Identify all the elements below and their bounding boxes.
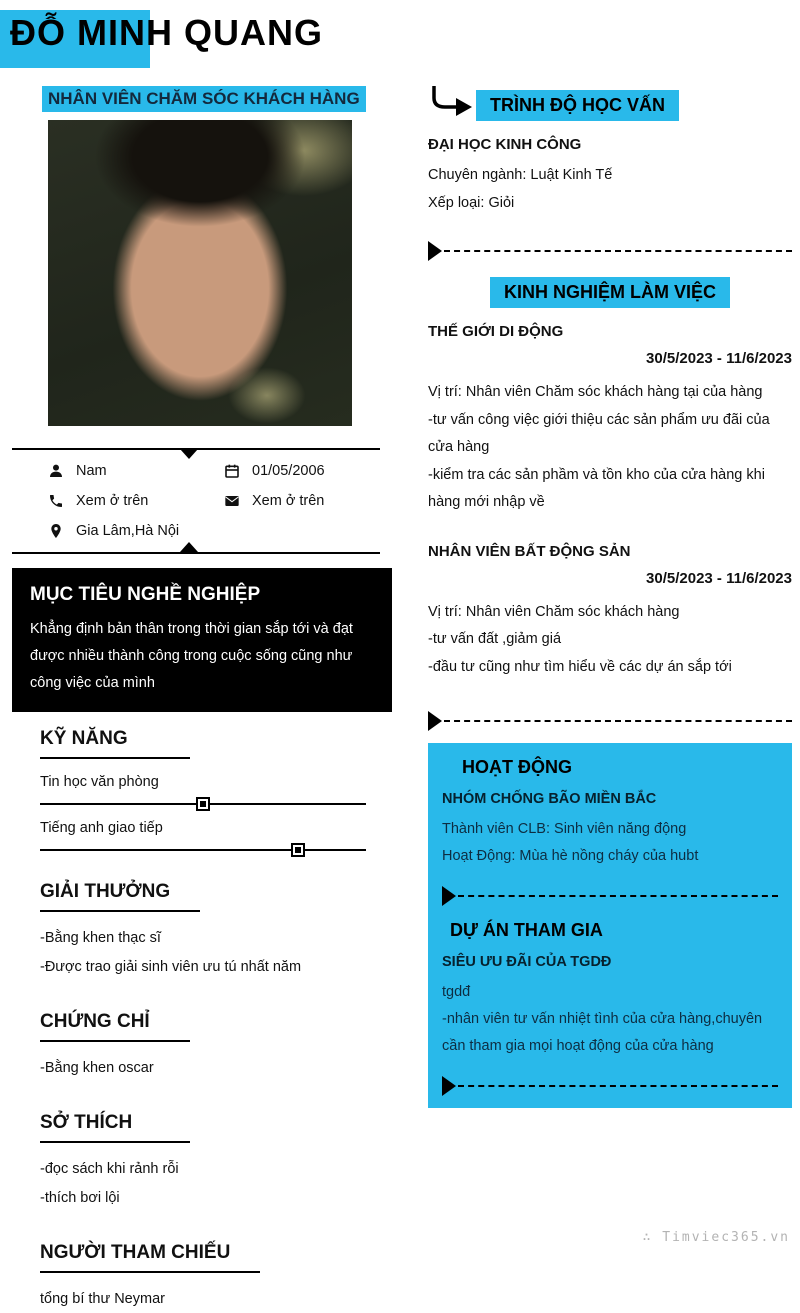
dashed-line bbox=[444, 720, 792, 722]
gender-value: Nam bbox=[76, 463, 107, 479]
references-list bbox=[40, 1285, 394, 1313]
dob-item bbox=[224, 463, 394, 479]
skills-heading: KỸ NĂNG bbox=[40, 728, 190, 759]
job-period: 30/5/2023 - 11/6/2023 bbox=[646, 350, 792, 368]
experience-heading-row bbox=[490, 277, 792, 308]
experience-job bbox=[428, 323, 792, 517]
dashed-line bbox=[458, 895, 778, 897]
job-description bbox=[428, 599, 792, 682]
section-divider bbox=[428, 241, 792, 261]
job-line: -tư vấn công việc giới thiệu các sản phẩm ưu đãi của cửa hàng bbox=[428, 411, 770, 456]
education-school: ĐẠI HỌC KINH CÔNG bbox=[428, 136, 582, 153]
awards-heading: GIẢI THƯỞNG bbox=[40, 881, 200, 912]
right-triangle-icon bbox=[428, 241, 442, 261]
gender-item bbox=[48, 463, 224, 479]
right-triangle-icon bbox=[442, 886, 456, 906]
info-divider-top bbox=[12, 448, 380, 450]
project-lines bbox=[442, 979, 778, 1059]
calendar-icon bbox=[224, 463, 240, 479]
phone-value: Xem ở trên bbox=[76, 493, 149, 509]
hobbies-heading: SỞ THÍCH bbox=[40, 1112, 190, 1143]
email-item bbox=[224, 493, 394, 509]
list-item: -thích bơi lội bbox=[40, 1189, 120, 1206]
candidate-name: ĐỖ MINH QUANG bbox=[10, 12, 323, 53]
phone-item bbox=[48, 493, 224, 509]
person-icon bbox=[48, 463, 64, 479]
info-divider-bottom bbox=[12, 552, 380, 554]
activities-projects-panel bbox=[428, 743, 792, 1107]
profile-photo bbox=[48, 120, 352, 426]
activities-lines bbox=[442, 816, 778, 870]
references-section bbox=[12, 1242, 394, 1313]
dashed-line bbox=[444, 250, 792, 252]
section-divider bbox=[442, 886, 778, 906]
certificates-section bbox=[12, 1011, 394, 1082]
company-name: NHÂN VIÊN BẤT ĐỘNG SẢN bbox=[428, 542, 631, 560]
job-line: -tư vấn đất ,giảm giá bbox=[428, 631, 562, 648]
education-heading-row bbox=[428, 90, 792, 121]
skill-label: Tiếng anh giao tiếp bbox=[40, 820, 163, 837]
skill-slider-handle bbox=[291, 843, 305, 857]
certificates-heading: CHỨNG CHỈ bbox=[40, 1011, 190, 1042]
hobbies-list bbox=[40, 1155, 394, 1212]
job-line: Vị trí: Nhân viên Chăm sóc khách hàng bbox=[428, 603, 680, 620]
watermark-symbol: ∴ bbox=[642, 1230, 653, 1245]
list-item: -Bằng khen thạc sĩ bbox=[40, 930, 161, 947]
activities-group: NHÓM CHỐNG BÃO MIỀN BẮC bbox=[442, 791, 657, 808]
section-divider bbox=[442, 1076, 778, 1096]
triangle-up-icon bbox=[180, 542, 198, 552]
left-column bbox=[12, 86, 394, 1313]
skill-slider-handle bbox=[196, 797, 210, 811]
envelope-icon bbox=[224, 493, 240, 509]
hobbies-section bbox=[12, 1112, 394, 1212]
skill-item bbox=[40, 820, 394, 851]
objective-heading: MỤC TIÊU NGHỀ NGHIỆP bbox=[30, 584, 261, 605]
objective-section bbox=[12, 568, 392, 712]
skills-section bbox=[12, 728, 394, 851]
experience-heading: KINH NGHIỆM LÀM VIỆC bbox=[490, 277, 730, 308]
list-item: -Được trao giải sinh viên ưu tú nhất năm bbox=[40, 958, 302, 975]
right-triangle-icon bbox=[428, 711, 442, 731]
right-column bbox=[428, 90, 792, 1108]
job-line: Vị trí: Nhân viên Chăm sóc khách hàng tại của hàng bbox=[428, 384, 763, 401]
skill-label: Tin học văn phòng bbox=[40, 774, 159, 791]
project-name: SIÊU ƯU ĐÃI CỦA TGDĐ bbox=[442, 954, 612, 971]
personal-info-section bbox=[12, 448, 394, 554]
education-grade: Xếp loại: Giỏi bbox=[428, 194, 515, 211]
job-line: -kiểm tra các sản phầm và tồn kho của cửa hàng khi hàng mới nhập về bbox=[428, 466, 765, 511]
references-heading: NGƯỜI THAM CHIẾU bbox=[40, 1242, 260, 1273]
activity-line: Thành viên CLB: Sinh viên năng động bbox=[442, 821, 687, 838]
awards-list bbox=[40, 924, 394, 981]
personal-info-grid bbox=[12, 450, 394, 552]
list-item: tổng bí thư Neymar bbox=[40, 1290, 165, 1307]
activity-line: Hoạt Động: Mùa hè nồng cháy của hubt bbox=[442, 848, 699, 865]
job-period: 30/5/2023 - 11/6/2023 bbox=[646, 569, 792, 587]
education-major: Chuyên ngành: Luật Kinh Tế bbox=[428, 167, 613, 183]
awards-section bbox=[12, 881, 394, 981]
dashed-line bbox=[458, 1085, 778, 1087]
project-line: tgdđ bbox=[442, 984, 471, 1001]
email-value: Xem ở trên bbox=[252, 493, 325, 509]
job-description bbox=[428, 379, 792, 517]
skill-track bbox=[40, 849, 366, 851]
objective-text: Khẳng định bản thân trong thời gian sắp tới và đạt được nhiều thành công trong cuộc sống cũng như công việc của mình bbox=[30, 621, 353, 691]
project-line: -nhân viên tư vấn nhiệt tình của cửa hàng,chuyên cần tham gia mọi hoạt động của cửa hàng bbox=[442, 1010, 763, 1054]
certificates-list bbox=[40, 1054, 394, 1082]
experience-job bbox=[428, 543, 792, 682]
dob-value: 01/05/2006 bbox=[252, 463, 325, 479]
curved-arrow-icon bbox=[428, 86, 474, 118]
company-name: THẾ GIỚI DI ĐỘNG bbox=[428, 323, 564, 341]
skill-track bbox=[40, 803, 366, 805]
triangle-down-icon bbox=[180, 449, 198, 459]
list-item: -Bằng khen oscar bbox=[40, 1059, 154, 1076]
section-divider bbox=[428, 711, 792, 731]
watermark-text: Timviec365.vn bbox=[662, 1230, 790, 1245]
job-title: NHÂN VIÊN CHĂM SÓC KHÁCH HÀNG bbox=[42, 86, 366, 112]
job-line: -đầu tư cũng như tìm hiểu về các dự án sắp tới bbox=[428, 658, 732, 675]
address-item bbox=[48, 523, 224, 539]
right-triangle-icon bbox=[442, 1076, 456, 1096]
watermark bbox=[643, 1230, 790, 1245]
education-heading: TRÌNH ĐỘ HỌC VẤN bbox=[476, 90, 679, 121]
list-item: -đọc sách khi rảnh rỗi bbox=[40, 1161, 179, 1178]
skill-item bbox=[40, 774, 394, 805]
projects-heading: DỰ ÁN THAM GIA bbox=[450, 920, 603, 941]
phone-icon bbox=[48, 493, 64, 509]
activities-heading: HOẠT ĐỘNG bbox=[462, 757, 572, 778]
address-value: Gia Lâm,Hà Nội bbox=[76, 523, 180, 539]
location-pin-icon bbox=[48, 523, 64, 539]
